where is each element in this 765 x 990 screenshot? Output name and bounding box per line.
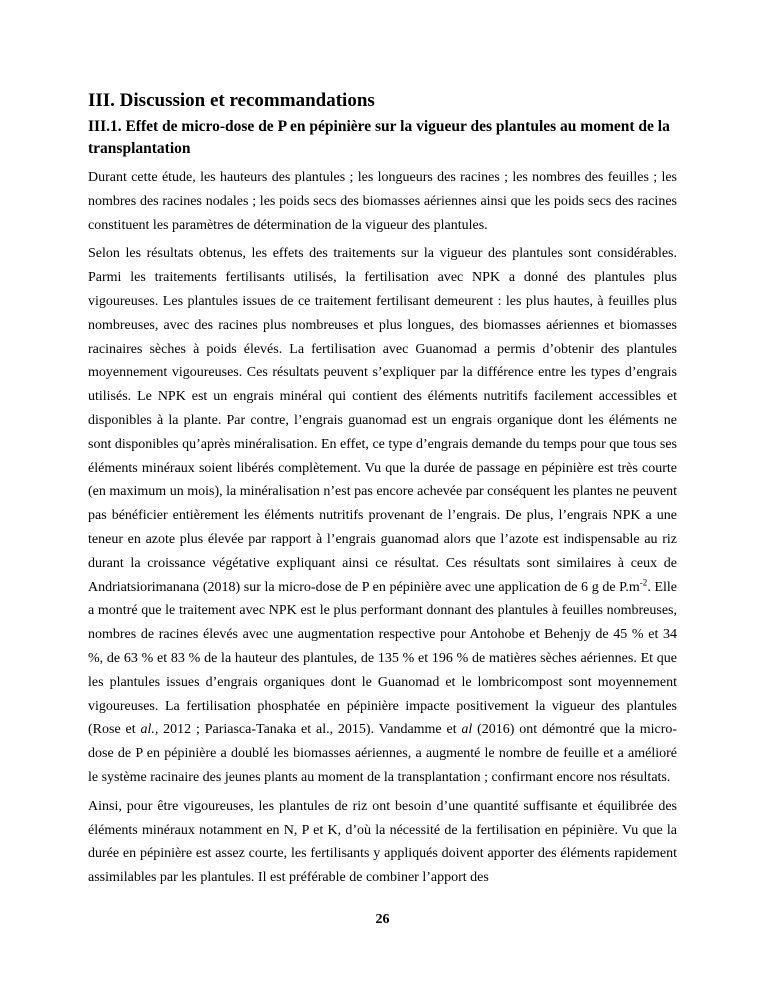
- paragraph-2-part-3: 2012 ; Pariasca-Tanaka et al., 2015). Vandamme et: [158, 722, 462, 738]
- citation-etal-1: al.,: [140, 722, 159, 738]
- subsection-title: III.1. Effet de micro-dose de P en pépinière sur la vigueur des plantules au moment de la transplantation: [88, 118, 670, 157]
- page-number: 26: [375, 912, 390, 927]
- unit-exponent: -2: [639, 576, 648, 587]
- paragraph-2-part-2: . Elle a montré que le traitement avec NPK est le plus performant donnant des plantules à feuilles nombreuses, nombres de racines élevés avec une augmentation respective pour Antohobe et Behenjy de 45 % et 34 %, de 63 % et 83 % de la hauteur des plantules, de 135 % et 196 % de matières sèches aériennes. Et que les plantules issues d’engrais organiques dont le Guanomad et le lombricompost sont moyennement vigoureuses. La fertilisation phosphatée en pépinière impacte positivement la vigueur des plantules (Rose et: [88, 579, 677, 738]
- paragraph-2: [88, 242, 677, 789]
- section-title: III. Discussion et recommandations: [88, 90, 375, 111]
- paragraph-2-part-4: (2016) ont démontré que la micro-dose de P en pépinière a doublé les biomasses aériennes, a augmenté le nombre de feuille et a amélioré le système racinaire des jeunes plants au moment de la transplantation ; confirmant encore nos résultats.: [88, 722, 678, 785]
- paragraph-1: Durant cette étude, les hauteurs des plantules ; les longueurs des racines ; les nombres des feuilles ; les nombres des racines nodales ; les poids secs des biomasses aériennes ainsi que les poids secs des racines constituent les paramètres de détermination de la vigueur des plantules.: [88, 170, 677, 233]
- citation-etal-2: al: [461, 722, 473, 738]
- paragraph-3: Ainsi, pour être vigoureuses, les plantules de riz ont besoin d’une quantité suffisante et équilibrée des éléments minéraux notamment en N, P et K, d’où la nécessité de la fertilisation en pépinière. Vu que la durée en pépinière est assez courte, les fertilisants y appliqués doivent apporter des éléments rapidement assimilables par les plantules. Il est préférable de combiner l’apport des: [88, 798, 677, 886]
- page-content: [88, 89, 677, 895]
- paragraph-2-part-1: Selon les résultats obtenus, les effets des traitements sur la vigueur des plantules sont considérables. Parmi les traitements fertilisants utilisés, la fertilisation avec NPK a donné des plantules plus vigoureuses. Les plantules issues de ce traitement fertilisant demeurent : les plus hautes, à feuilles plus nombreuses, avec des racines plus nombreuses et plus longues, des biomasses aériennes et biomasses racinaires sèches à poids élevés. La fertilisation avec Guanomad a permis d’obtenir des plantules moyennement vigoureuses. Ces résultats peuvent s’expliquer par la différence entre les types d’engrais utilisés. Le NPK est un engrais minéral qui contient des éléments nutritifs facilement accessibles et disponibles à la plante. Par contre, l’engrais guanomad est un engrais organique dont les éléments ne sont disponibles qu’après minéralisation. En effet, ce type d’engrais demande du temps pour que tous ses éléments minéraux soient libérés complètement. Vu que la durée de passage en pépinière est très courte (en maximum un mois), la minéralisation n’est pas encore achevée par conséquent les plantes ne peuvent pas bénéficier entièrement les éléments nutritifs provenant de l’engrais. De plus, l’engrais NPK a une teneur en azote plus élevée par rapport à l’engrais guanomad alors que l’azote est indispensable au riz durant la croissance végétative expliquant ainsi ce résultat. Ces résultats sont similaires à ceux de Andriatsiorimanana (2018) sur la micro-dose de P en pépinière avec une application de 6 g de P.m: [88, 246, 677, 595]
